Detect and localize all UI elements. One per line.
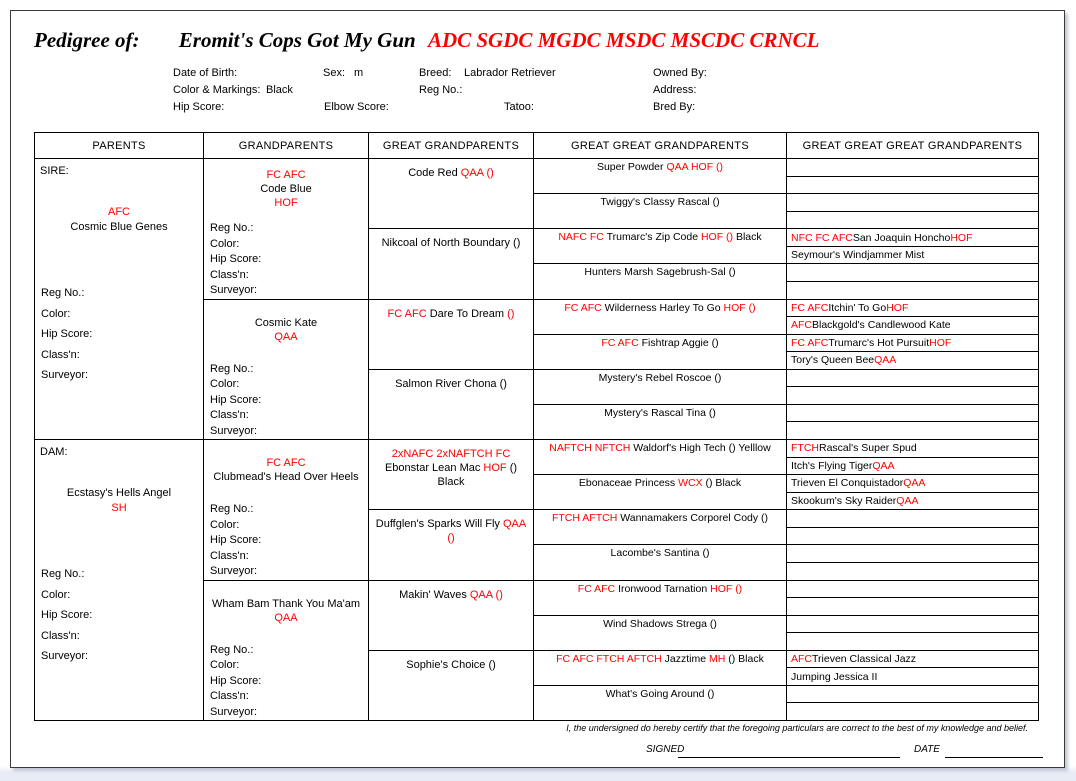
great-grandparent-cell [369, 651, 533, 720]
great-great-great-grandparent-cell [787, 212, 1038, 230]
name-segment: WCX [678, 477, 703, 490]
great-grandparent-cell [369, 229, 533, 299]
name-segment: Itchin' To Go [828, 301, 887, 314]
great-great-great-grandparent-cell [787, 616, 1038, 634]
great-great-great-grandparent-cell [787, 247, 1038, 265]
great-great-great-grandparent-cell [787, 422, 1038, 440]
name-segment: NFC FC AFC [791, 231, 853, 244]
header-great-great-great-grandparents: GREAT GREAT GREAT GRANDPARENTS [802, 139, 1023, 152]
name-segment: Wind Shadows Strega () [603, 617, 717, 630]
grandparent-name-line: Wham Bam Thank You Ma'am [211, 597, 361, 610]
name-segment: HOF [929, 336, 952, 349]
name-segment: () Black [725, 652, 764, 665]
name-segment: FC AFC [387, 307, 430, 320]
detail-labels [41, 283, 92, 386]
name-segment: Trieven Classical Jazz [812, 653, 917, 666]
parent-name-line: Ecstasy's Hells Angel [66, 487, 172, 499]
detail-labels [41, 564, 92, 667]
name-segment: QAA () [447, 518, 527, 545]
great-great-great-grandparent-cell [787, 387, 1038, 405]
detail-label: Color: [210, 659, 240, 671]
parent-cell [35, 440, 203, 720]
detail-label: Hip Score: [210, 674, 262, 687]
parent-name-line: Cosmic Blue Genes [70, 221, 168, 233]
name-segment: Jazztime [664, 652, 709, 665]
name-segment: () Black [437, 462, 518, 488]
name-segment: Trumarc's Zip Code [606, 231, 701, 244]
great-great-great-grandparent-cell [787, 405, 1038, 423]
dog-name: Eromit's Cops Got My Gun [178, 28, 416, 52]
detail-label: Hip Score: [210, 393, 262, 406]
name-segment: Ebonstar Lean Mac [384, 462, 484, 474]
name-segment: QAA [903, 477, 926, 490]
great-great-grandparent-cell [534, 264, 786, 299]
detail-labels [210, 362, 261, 440]
great-great-great-grandparent-cell [787, 686, 1038, 704]
great-grandparent-cell [369, 300, 533, 370]
name-segment: Skookum's Sky Raider [791, 494, 897, 507]
great-great-grandparent-cell [534, 510, 786, 545]
name-segment: QAA () [469, 588, 503, 601]
name-segment: Dare To Dream [429, 307, 508, 320]
certification-text: I, the undersigned do hereby certify that the foregoing particulars are correct to the best of my knowledge and belief. [566, 723, 1028, 733]
detail-label: Color: [210, 518, 240, 531]
great-great-grandparent-cell [534, 440, 786, 475]
name-segment: FC AFC FTCH AFTCH [556, 652, 665, 665]
great-great-grandparent-cell [534, 651, 786, 686]
header-grandparents: GRANDPARENTS [204, 133, 369, 158]
name-segment: QAA [896, 494, 919, 507]
reg-no-label: Reg No.: [419, 84, 463, 96]
name-segment: Nikcoal of North Boundary () [381, 237, 521, 250]
detail-labels [210, 221, 261, 299]
grandparent-cell [204, 440, 368, 581]
great-great-great-grandparent-cell [787, 317, 1038, 335]
grandparent-name [204, 446, 368, 494]
tatoo-label: Tatoo: [504, 101, 534, 113]
date-line [945, 744, 1043, 758]
grandparent-name-line: FC AFC [266, 457, 306, 469]
parent-name-line: SH [111, 502, 127, 514]
great-great-grandparent-cell [534, 581, 786, 616]
great-great-grandparent-cell [534, 194, 786, 229]
great-great-great-grandparent-cell [787, 264, 1038, 282]
pedigree-body [35, 159, 1038, 720]
name-segment: NAFTCH NFTCH [549, 442, 634, 454]
detail-label: Reg No.: [210, 362, 254, 375]
grandparent-name-line: QAA [274, 611, 298, 624]
grandparent-cell [204, 159, 368, 300]
great-great-great-grandparent-cell [787, 370, 1038, 388]
name-segment: Mystery's Rebel Roscoe () [598, 371, 722, 384]
grandparent-name [204, 165, 368, 213]
detail-label: Surveyor: [41, 650, 89, 662]
name-segment: Ironwood Tarnation [618, 582, 711, 595]
name-segment: Fishtrap Aggie () [641, 336, 719, 349]
great-great-great-grandparent-cell [787, 458, 1038, 476]
name-segment: Rascal's Super Spud [819, 442, 917, 455]
name-segment: HOF () [723, 301, 756, 314]
detail-label: Reg No.: [210, 222, 254, 234]
name-segment: FC AFC [564, 301, 605, 314]
breed-label: Breed: [419, 67, 452, 79]
great-great-grandparent-cell [534, 370, 786, 405]
name-segment: What's Going Around () [605, 687, 715, 700]
name-segment: HOF [950, 231, 973, 244]
name-segment: QAA () [460, 167, 494, 179]
sex-label: Sex: [323, 67, 346, 79]
great-great-great-grandparent-cell [787, 581, 1038, 599]
great-great-great-grandparent-cell [787, 510, 1038, 528]
address-label: Address: [653, 84, 697, 96]
detail-label: Color: [41, 307, 71, 320]
great-great-great-grandparent-cell [787, 194, 1038, 212]
detail-label: Class'n: [210, 409, 249, 421]
great-great-great-grandparent-cell [787, 528, 1038, 546]
grandparent-name [204, 306, 368, 354]
detail-label: Class'n: [41, 348, 80, 361]
great-great-great-grandparent-cell [787, 440, 1038, 458]
detail-label: Hip Score: [41, 328, 93, 340]
name-segment: HOF () [700, 231, 734, 244]
detail-label: Surveyor: [210, 284, 258, 296]
great-great-grandparent-cell [534, 300, 786, 335]
name-segment: San Joaquin Honcho [852, 231, 951, 244]
grandparent-cell [204, 581, 368, 721]
parent-role-label: DAM: [40, 446, 68, 458]
great-great-grandparent-cell [534, 686, 786, 720]
name-segment: () Black [702, 477, 742, 490]
detail-labels [210, 502, 261, 580]
name-segment: Seymour's Windjammer Mist [791, 249, 925, 262]
name-segment: Jumping Jessica II [791, 670, 878, 683]
column-great-great-great-grandparents [787, 159, 1038, 720]
great-great-grandparent-cell [534, 616, 786, 651]
great-grandparent-cell [369, 581, 533, 651]
name-segment: Twiggy's Classy Rascal () [600, 196, 720, 209]
name-segment: Black [733, 231, 762, 244]
name-segment: FC AFC [791, 336, 829, 349]
color-markings-label: Color & Markings: [173, 84, 261, 96]
parent-cell [35, 159, 203, 440]
detail-label: Class'n: [210, 549, 249, 562]
great-great-great-grandparent-cell [787, 300, 1038, 318]
signed-line [678, 744, 900, 758]
great-grandparent-cell [369, 440, 533, 510]
column-great-great-grandparents [534, 159, 787, 720]
grandparent-name-line: Code Blue [260, 183, 312, 195]
detail-label: Reg No.: [210, 643, 254, 656]
name-segment: Hunters Marsh Sagebrush-Sal () [584, 266, 736, 279]
breed-value: Labrador Retriever [464, 67, 556, 79]
column-parents [35, 159, 204, 720]
name-segment: Trieven El Conquistador [791, 477, 904, 490]
great-great-great-grandparent-cell [787, 545, 1038, 563]
detail-label: Surveyor: [41, 369, 89, 381]
parent-name [35, 189, 203, 251]
name-segment: Wannamakers Corporel Cody () [620, 512, 769, 525]
grandparent-name [204, 587, 368, 635]
great-great-great-grandparent-cell [787, 668, 1038, 686]
detail-label: Surveyor: [210, 705, 258, 718]
grandparent-name-line: HOF [274, 197, 298, 209]
table-header-row [35, 133, 1038, 159]
name-segment: Lacombe's Santina () [610, 547, 710, 560]
signed-label: SIGNED [646, 744, 685, 755]
parent-name-line: AFC [108, 206, 130, 218]
detail-label: Class'n: [210, 690, 249, 702]
great-great-grandparent-cell [534, 229, 786, 264]
header-parents: PARENTS [35, 133, 204, 158]
detail-label: Hip Score: [41, 609, 93, 621]
name-segment: HOF [483, 462, 507, 474]
grandparent-name-line: FC AFC [266, 169, 306, 181]
detail-label: Color: [210, 237, 240, 250]
name-segment: NAFC FC [558, 231, 607, 244]
name-segment: Blackgold's Candlewood Kate [812, 319, 951, 332]
great-great-great-grandparent-cell [787, 352, 1038, 370]
bred-by-label: Bred By: [653, 101, 696, 113]
name-segment: FC AFC [577, 582, 619, 595]
date-of-birth-label: Date of Birth: [173, 67, 238, 79]
detail-labels [210, 643, 261, 721]
name-segment: HOF [886, 301, 909, 314]
grandparent-name-line: Clubmead's Head Over Heels [213, 471, 359, 483]
great-great-grandparent-cell [534, 335, 786, 370]
great-grandparent-cell [369, 510, 533, 580]
pedigree-sheet [10, 10, 1065, 768]
great-grandparent-cell [369, 370, 533, 440]
hip-score-label: Hip Score: [173, 101, 225, 113]
name-segment: Mystery's Rascal Tina () [604, 406, 716, 419]
name-segment: Makin' Waves [399, 588, 470, 601]
pedigree-table [34, 132, 1039, 721]
name-segment: FC AFC [791, 301, 829, 314]
info-block [11, 11, 1064, 131]
color-markings-value: Black [266, 84, 293, 96]
grandparent-cell [204, 300, 368, 441]
name-segment: Salmon River Chona () [395, 377, 507, 390]
name-segment: Itch's Flying Tiger [791, 459, 873, 472]
owned-by-label: Owned By: [653, 67, 707, 79]
great-great-great-grandparent-cell [787, 633, 1038, 651]
name-segment: Duffglen's Sparks Will Fly [375, 518, 503, 531]
great-great-great-grandparent-cell [787, 282, 1038, 300]
sex-value: m [354, 67, 364, 79]
great-great-great-grandparent-cell [787, 159, 1038, 177]
name-segment: QAA [872, 459, 895, 472]
header-great-great-grandparents: GREAT GREAT GRANDPARENTS [534, 133, 787, 158]
column-great-grandparents [369, 159, 534, 720]
parent-name [35, 470, 203, 532]
name-segment: Tory's Queen Bee [791, 354, 875, 367]
great-great-great-grandparent-cell [787, 651, 1038, 669]
name-segment: AFC [791, 319, 812, 332]
name-segment: Waldorf's High Tech () Yelllow [633, 442, 771, 454]
great-great-great-grandparent-cell [787, 598, 1038, 616]
great-great-great-grandparent-cell [787, 335, 1038, 353]
name-segment: MH [708, 652, 726, 665]
column-grandparents [204, 159, 369, 720]
signature-row [11, 744, 1064, 762]
detail-label: Surveyor: [210, 424, 258, 437]
detail-label: Color: [41, 588, 71, 601]
great-grandparent-cell [369, 159, 533, 229]
name-segment: Ebonaceae Princess [578, 477, 679, 490]
name-segment: AFC [791, 653, 812, 666]
name-segment: HOF () [710, 582, 743, 595]
name-segment: Code Red [408, 167, 461, 179]
great-great-great-grandparent-cell [787, 703, 1038, 720]
date-label: DATE [914, 744, 940, 755]
parent-role-label: SIRE: [40, 165, 69, 177]
name-segment: FTCH AFTCH [551, 512, 621, 525]
detail-label: Reg No.: [41, 568, 85, 580]
page-title: Pedigree of: [34, 28, 140, 52]
detail-label: Class'n: [210, 268, 249, 281]
great-great-great-grandparent-cell [787, 493, 1038, 511]
great-great-grandparent-cell [534, 405, 786, 440]
great-great-grandparent-cell [534, 545, 786, 580]
detail-label: Color: [210, 378, 240, 390]
header-great-grandparents: GREAT GRANDPARENTS [369, 133, 534, 158]
great-great-great-grandparent-cell [787, 563, 1038, 581]
great-great-grandparent-cell [534, 475, 786, 510]
great-great-grandparent-cell [534, 159, 786, 194]
name-segment: QAA [874, 354, 897, 367]
elbow-score-label: Elbow Score: [324, 101, 389, 113]
detail-label: Reg No.: [41, 287, 85, 299]
grandparent-name-line: QAA [274, 330, 298, 343]
grandparent-name-line: Cosmic Kate [254, 316, 318, 329]
detail-label: Reg No.: [210, 503, 254, 515]
name-segment: Wilderness Harley To Go [604, 301, 724, 314]
detail-label: Hip Score: [210, 253, 262, 265]
great-great-great-grandparent-cell [787, 177, 1038, 195]
detail-label: Surveyor: [210, 565, 258, 577]
name-segment: Super Powder [596, 161, 667, 173]
great-great-great-grandparent-cell [787, 229, 1038, 247]
name-segment: FTCH [791, 442, 819, 455]
detail-label: Hip Score: [210, 534, 262, 546]
detail-label: Class'n: [41, 629, 80, 642]
name-segment: () [507, 307, 515, 320]
dog-titles: ADC SGDC MGDC MSDC MSCDC CRNCL [427, 28, 820, 52]
name-segment: FC AFC [601, 336, 642, 349]
name-segment: QAA HOF () [666, 161, 724, 173]
name-segment: Sophie's Choice () [406, 658, 496, 671]
name-segment: Trumarc's Hot Pursuit [828, 336, 930, 349]
great-great-great-grandparent-cell [787, 475, 1038, 493]
name-segment: 2xNAFC 2xNAFTCH FC [391, 448, 511, 460]
